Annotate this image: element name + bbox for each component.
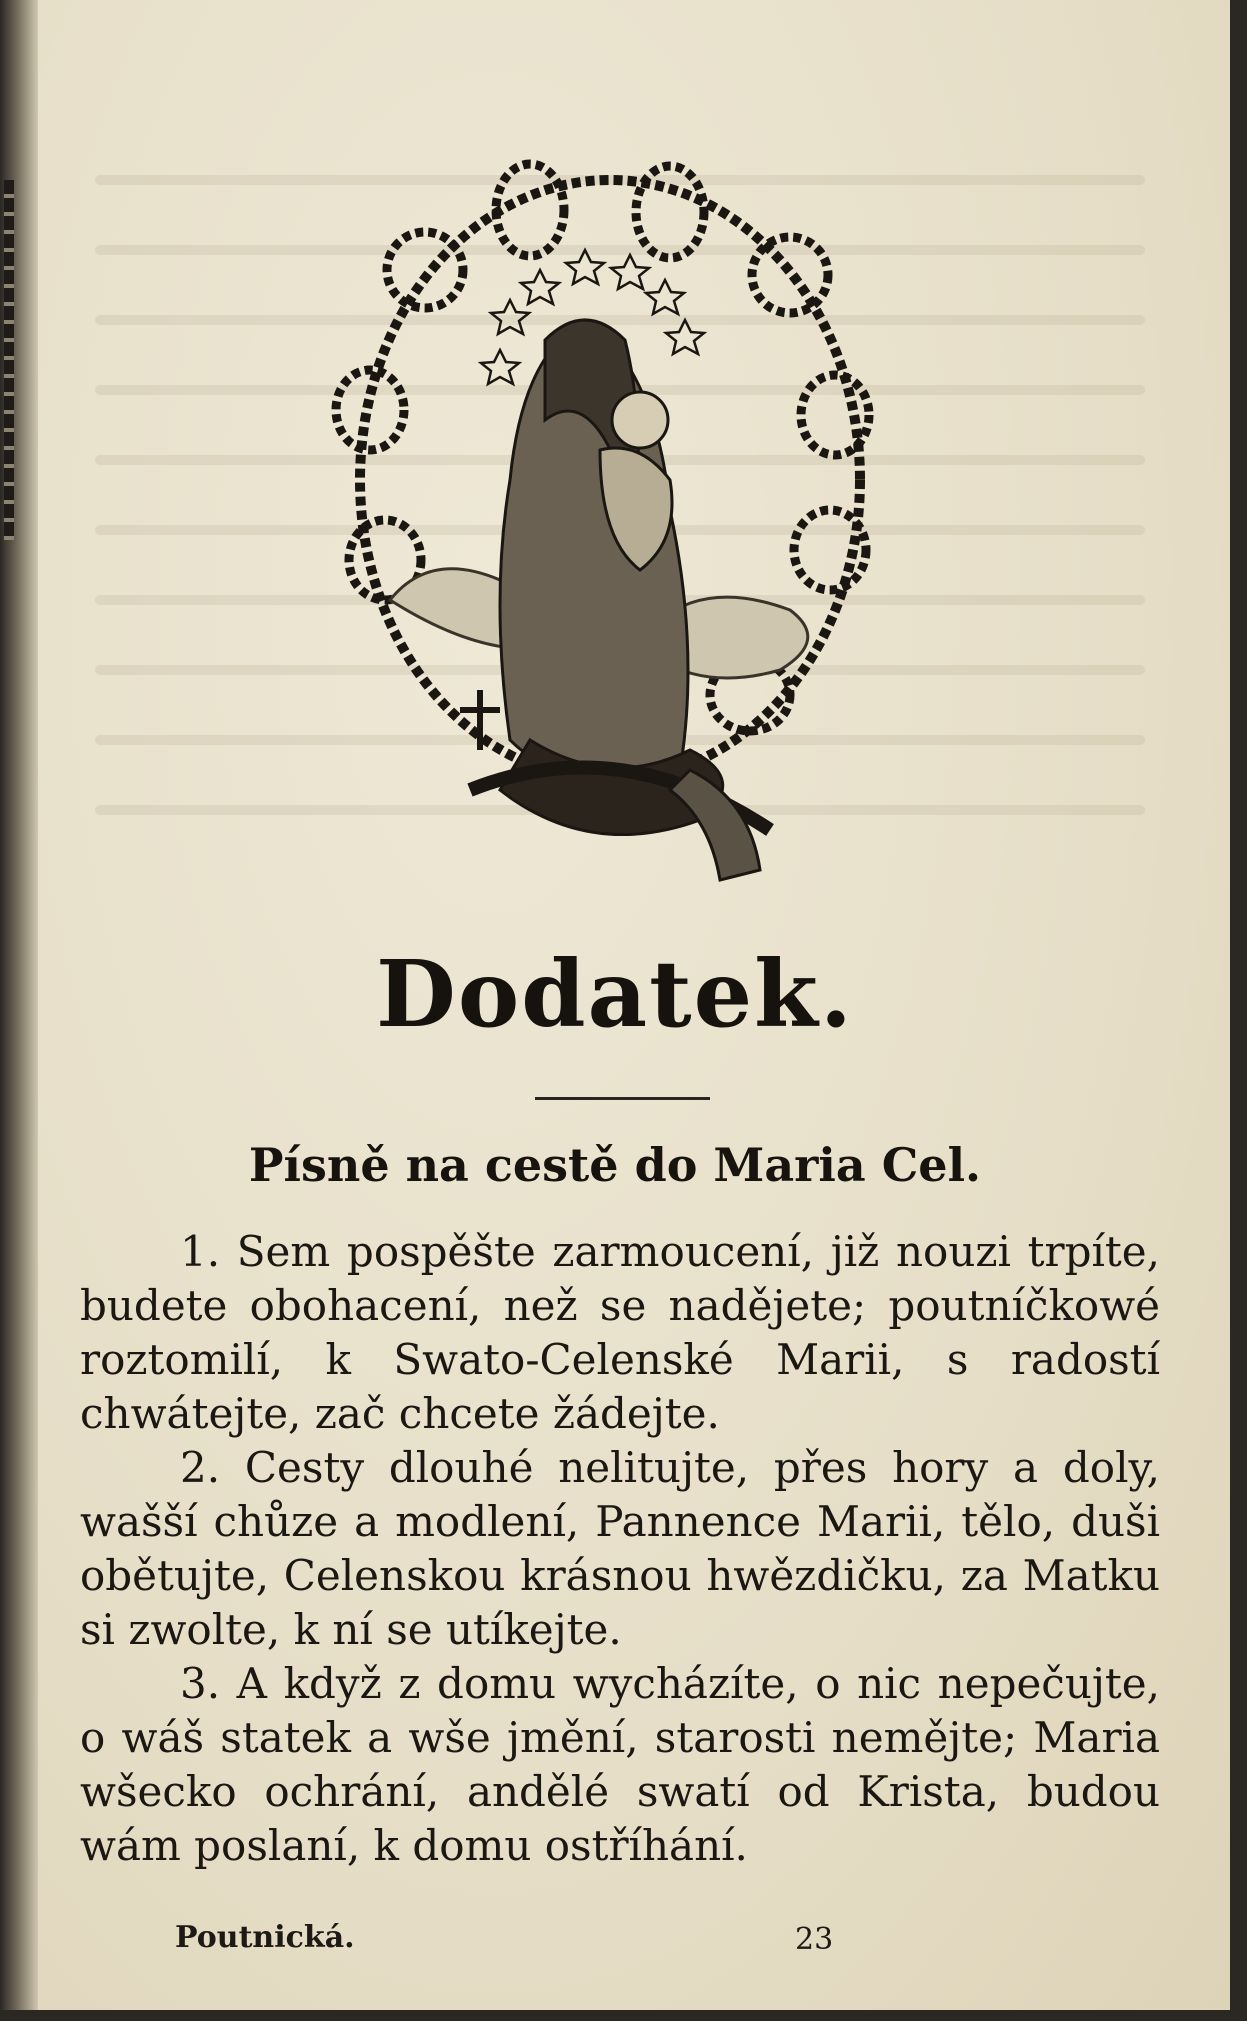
footer-signature: Poutnická. (175, 1920, 355, 1955)
verse-3: 3. A když z domu wycházíte, o nic nepečujte, o wáš statek a wše jmění, starosti nemějte; Maria wšecko ochrání, andělé swatí od Krista, budou wám poslaní, k domu ostříhání. (80, 1659, 1160, 1870)
page-title: Dodatek. (376, 940, 854, 1048)
verse-2: 2. Cesty dlouhé nelitujte, přes hory a doly, wašší chůze a modlení, Pannence Marii, tělo, duši obětujte, Celenskou krásnou hwězdičku, za Matku si zwolte, k ní se utíkejte. (80, 1443, 1160, 1654)
page-number: 23 (795, 1922, 834, 1957)
title-divider (535, 1097, 710, 1100)
section-heading: Písně na cestě do Maria Cel. (248, 1138, 982, 1192)
verse-1: 1. Sem pospěšte zarmoucení, již nouzi trpíte, budete obohacení, než se nadějete; poutníčkowé roztomilí, k Swato-Celenské Marii, s radostí chwátejte, zač chcete žádejte. (80, 1227, 1160, 1438)
spine-binding-mark (4, 180, 14, 540)
verses-block (80, 1225, 1160, 1873)
madonna-rosary-engraving-icon (330, 150, 890, 910)
